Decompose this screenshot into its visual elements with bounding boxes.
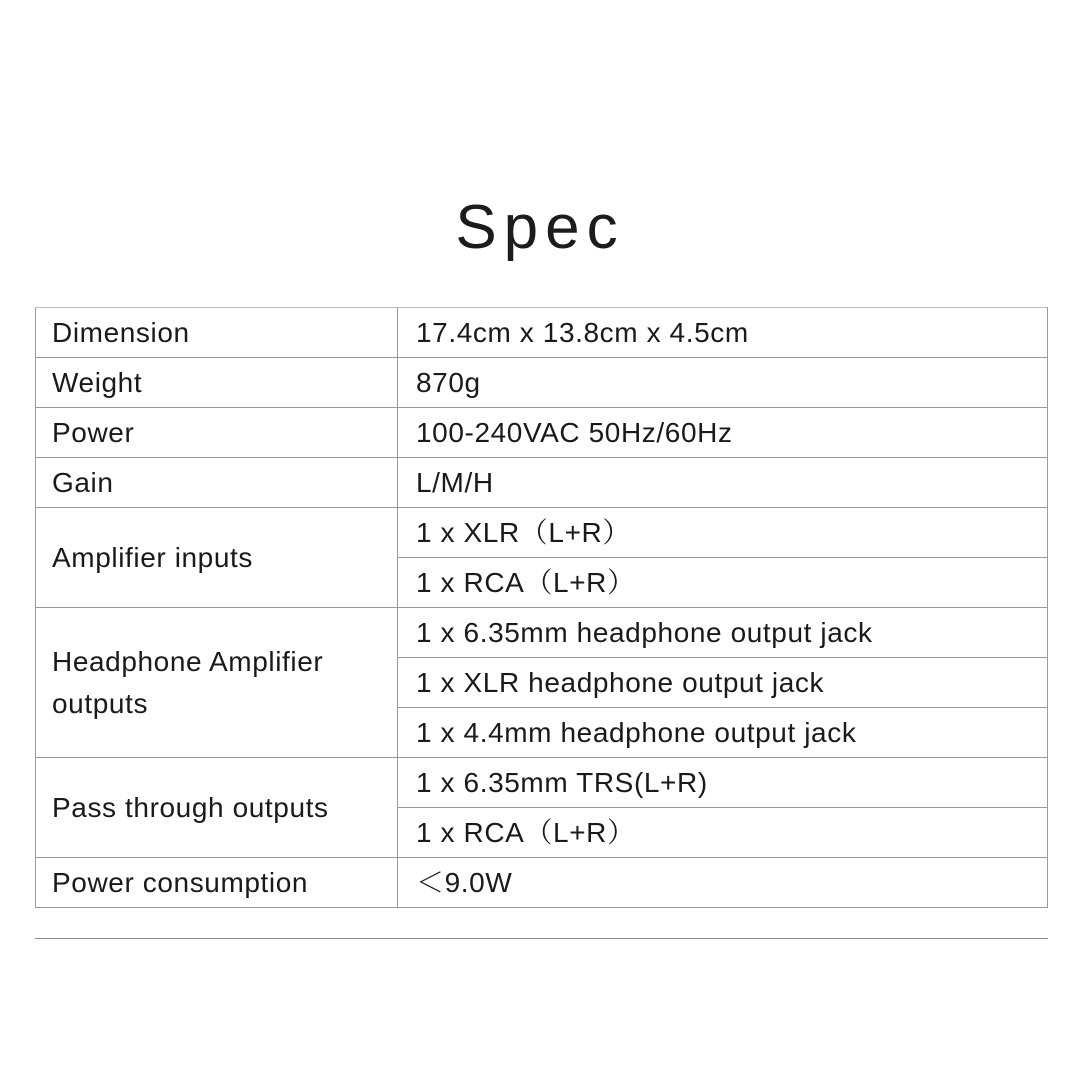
table-row [36,758,1048,808]
table-row [36,308,1048,358]
spec-value-headphone-output-xlr: 1 x XLR headphone output jack [398,658,1048,708]
spec-value-weight: 870g [398,358,1048,408]
spec-value-amplifier-input-rca: 1 x RCA（L+R） [398,558,1048,608]
spec-label-dimension: Dimension [36,308,398,358]
table-row [36,408,1048,458]
spec-value-headphone-output-4-4mm: 1 x 4.4mm headphone output jack [398,708,1048,758]
spec-table [35,307,1048,908]
table-row [36,358,1048,408]
spec-value-power-consumption: ＜9.0W [398,858,1048,908]
spec-value-pass-through-trs: 1 x 6.35mm TRS(L+R) [398,758,1048,808]
spec-label-weight: Weight [36,358,398,408]
spec-value-power: 100-240VAC 50Hz/60Hz [398,408,1048,458]
spec-label-power-consumption: Power consumption [36,858,398,908]
spec-value-gain: L/M/H [398,458,1048,508]
table-row [36,458,1048,508]
spec-value-amplifier-input-xlr: 1 x XLR（L+R） [398,508,1048,558]
table-row [36,508,1048,558]
table-row [36,608,1048,658]
bottom-divider [35,938,1048,939]
spec-value-dimension: 17.4cm x 13.8cm x 4.5cm [398,308,1048,358]
spec-value-headphone-output-6-35mm: 1 x 6.35mm headphone output jack [398,608,1048,658]
spec-value-pass-through-rca: 1 x RCA（L+R） [398,808,1048,858]
spec-label-amplifier-inputs: Amplifier inputs [36,508,398,608]
spec-label-headphone-outputs: Headphone Amplifier outputs [36,608,398,758]
spec-label-pass-through-outputs: Pass through outputs [36,758,398,858]
table-row [36,858,1048,908]
spec-label-gain: Gain [36,458,398,508]
page-title: Spec [455,193,625,262]
spec-label-power: Power [36,408,398,458]
